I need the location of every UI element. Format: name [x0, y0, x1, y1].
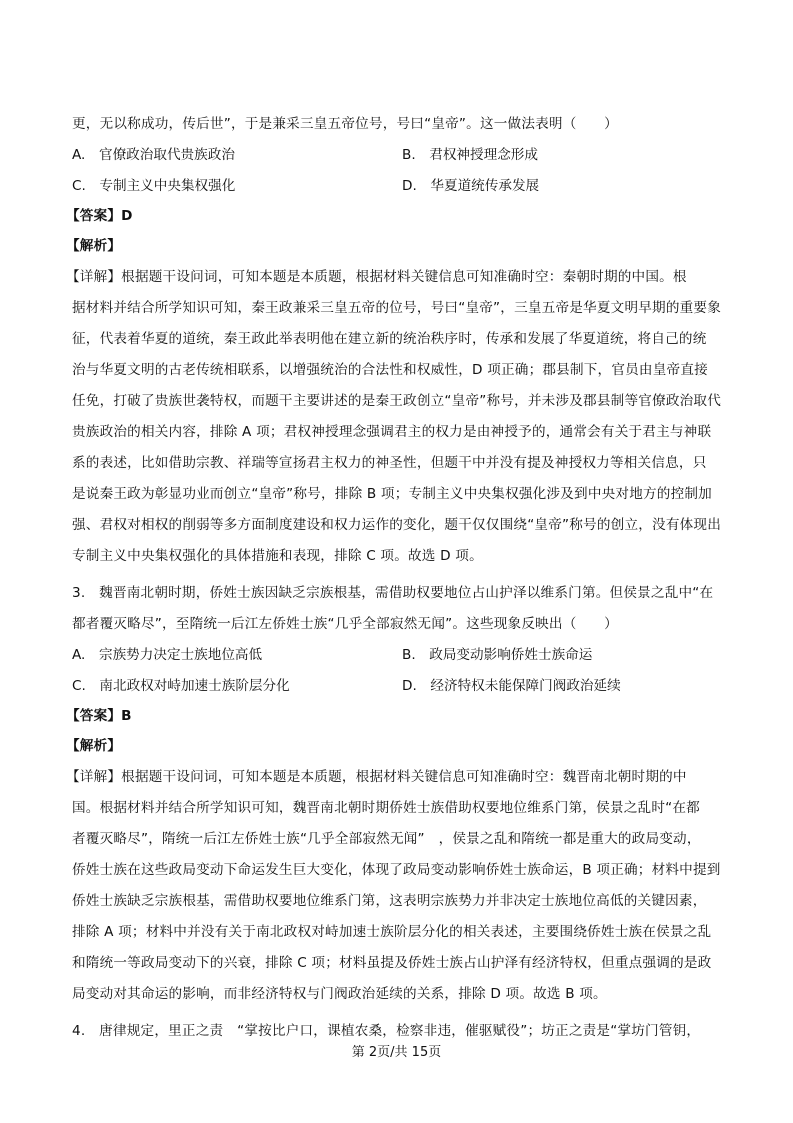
q3-explanation-line: 侨姓士族在这些政局变动下命运发生巨大变化，体现了政局变动影响侨姓士族命运，B 项正确；材料中提到 — [72, 862, 721, 878]
q4-stem-line: 4. 唐律规定，里正之责 “掌按比户口，课植农桑，检察非违，催驱赋役”；坊正之责是“掌坊门管钥， — [72, 1023, 701, 1039]
q2-explanation-line: 是说秦王政为彰显功业而创立“皇帝”称号，排除 B 项；专制主义中央集权强化涉及到中央对地方的控制加 — [72, 486, 712, 502]
q3-analysis-label: 【解析】 — [66, 738, 122, 754]
q2-stem-tail: 更，无以称成功，传后世”，于是兼采三皇五帝位号，号曰“皇帝”。这一做法表明（ ） — [72, 116, 618, 132]
q2-explanation-line: 系的表述，比如借助宗教、祥瑞等宣扬君主权力的神圣性，但题干中并没有提及神授权力等相关信息，只 — [72, 455, 707, 471]
q2-explanation-line: 【详解】根据题干设问词，可知本题是本质题，根据材料关键信息可知准确时空：秦朝时期的中国。根 — [66, 269, 687, 285]
q3-explanation-line: 排除 A 项；材料中并没有关于南北政权对峙加速士族阶层分化的相关表述，主要围绕侨姓士族在侯景之乱 — [72, 924, 712, 940]
q3-explanation-line: 【详解】根据题干设问词，可知本题是本质题，根据材料关键信息可知准确时空：魏晋南北朝时期的中 — [66, 769, 687, 785]
q3-answer: 【答案】B — [66, 708, 132, 724]
q2-explanation-line: 贵族政治的相关内容，排除 A 项；君权神授理念强调君主的权力是由神授予的，通常会有关于君主与神联 — [72, 424, 712, 440]
q3-option-c: C. 南北政权对峙加速士族阶层分化 — [72, 678, 290, 694]
q2-option-d: D. 华夏道统传承发展 — [402, 178, 540, 194]
q3-option-a: A. 宗族势力决定士族地位高低 — [72, 647, 263, 663]
q2-option-c: C. 专制主义中央集权强化 — [72, 178, 236, 194]
q3-explanation-line: 和隋统一等政局变动下的兴衰，排除 C 项；材料虽提及侨姓士族占山护泽有经济特权，但重点强调的是政 — [72, 955, 712, 971]
q2-analysis-label: 【解析】 — [66, 238, 122, 254]
q2-answer: 【答案】D — [66, 208, 133, 224]
q3-stem-line: 都者覆灭略尽”，至隋统一后江左侨姓士族“几乎全部寂然无闻”。这些现象反映出（ ） — [72, 616, 618, 632]
q3-explanation-line: 国。根据材料并结合所学知识可知，魏晋南北朝时期侨姓士族借助权要地位维系门第，侯景之乱时“在都 — [72, 800, 700, 816]
q2-option-b: B. 君权神授理念形成 — [402, 147, 538, 163]
q2-explanation-line: 征，代表着华夏的道统，秦王政此举表明他在建立新的统治秩序时，传承和发展了华夏道统，将自己的统 — [72, 331, 707, 347]
q2-option-a: A. 官僚政治取代贵族政治 — [72, 147, 235, 163]
q3-explanation-line: 局变动对其命运的影响，而非经济特权与门阀政治延续的关系，排除 D 项。故选 B 项。 — [72, 986, 607, 1002]
q3-stem-line: 3. 魏晋南北朝时期，侨姓士族因缺乏宗族根基，需借助权要地位占山护泽以维系门第。但侯景之乱中“在 — [72, 585, 714, 601]
q3-option-b: B. 政局变动影响侨姓士族命运 — [402, 647, 593, 663]
q3-explanation-line: 者覆灭略尽”，隋统一后江左侨姓士族“几乎全部寂然无闻” ，侯景之乱和隋统一都是重大的政局变动， — [72, 831, 701, 847]
q3-explanation-line: 侨姓士族缺乏宗族根基，需借助权要地位维系门第，这表明宗族势力并非决定士族地位高低的关键因素， — [72, 893, 707, 909]
q3-option-d: D. 经济特权未能保障门阀政治延续 — [402, 678, 621, 694]
q2-explanation-line: 强、君权对相权的削弱等多方面制度建设和权力运作的变化，题干仅仅围绕“皇帝”称号的创立，没有体现出 — [72, 517, 721, 533]
q2-explanation-line: 任免，打破了贵族世袭特权，而题干主要讲述的是秦王政创立“皇帝”称号，并未涉及郡县制等官僚政治取代 — [72, 393, 721, 409]
q2-explanation-line: 据材料并结合所学知识可知，秦王政兼采三皇五帝的位号，号曰“皇帝”，三皇五帝是华夏文明早期的重要象 — [72, 300, 721, 316]
page-footer: 第 2页/共 15页 — [351, 1045, 442, 1060]
q2-explanation-line: 专制主义中央集权强化的具体措施和表现，排除 C 项。故选 D 项。 — [72, 548, 483, 564]
q2-explanation-line: 治与华夏文明的古老传统相联系，以增强统治的合法性和权威性，D 项正确；郡县制下，官员由皇帝直接 — [72, 362, 708, 378]
